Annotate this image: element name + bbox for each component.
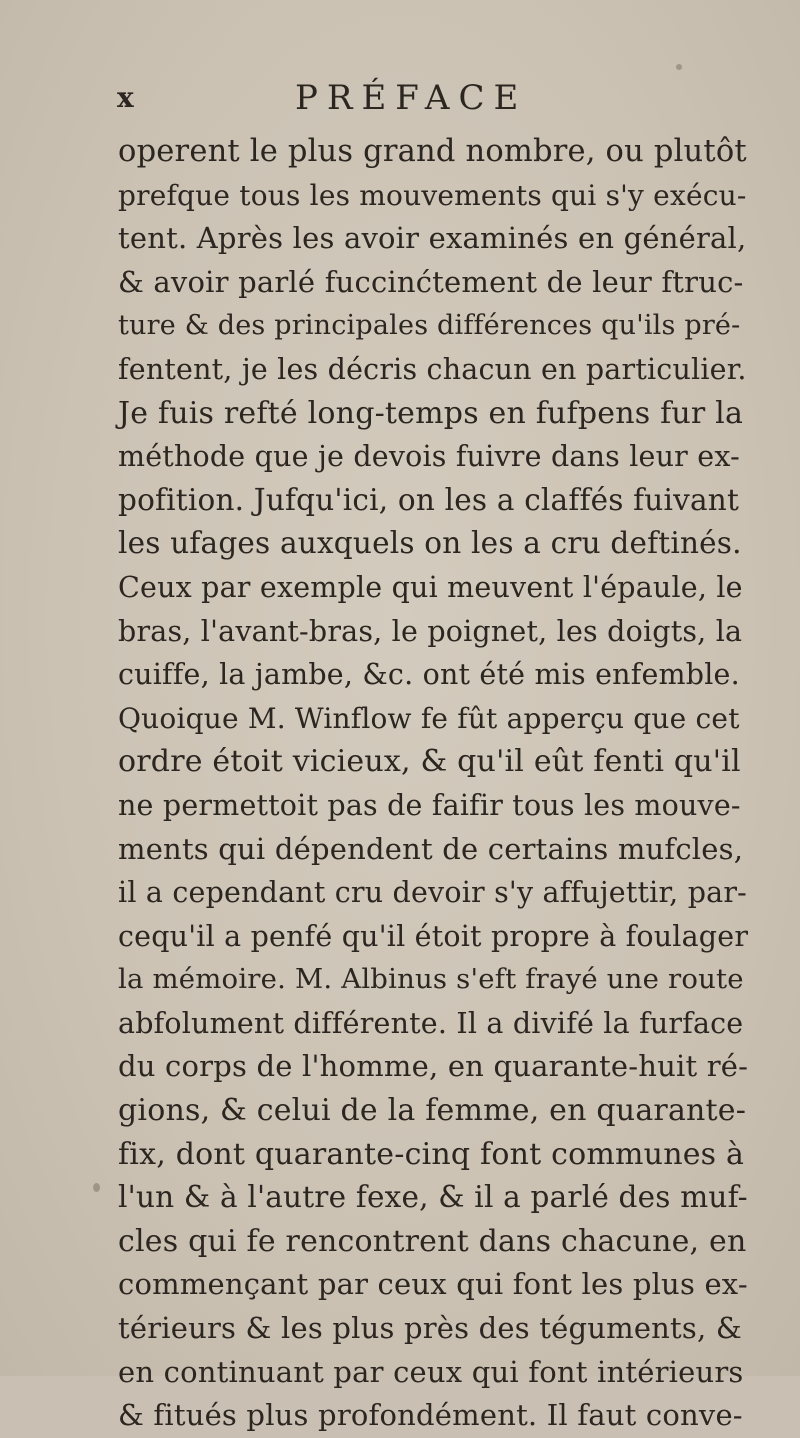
text-line: gions, & celui de la femme, en quarante-	[118, 1093, 747, 1129]
text-line: fentent, je les décris chacun en particulier.	[118, 352, 747, 386]
text-line: il a cependant cru devoir s'y affujettir, par-	[118, 876, 747, 910]
text-line: Quoique M. Winflow fe fût apperçu que cet	[118, 701, 740, 735]
text-line: fix, dont quarante-cinq font communes à	[118, 1136, 745, 1172]
text-line: abfolument différente. Il a divifé la furface	[118, 1006, 744, 1040]
text-line: operent le plus grand nombre, ou plutôt	[118, 134, 747, 169]
text-line: & fitués plus profondément. Il faut conve-	[118, 1398, 743, 1433]
paper-speck	[93, 1183, 100, 1192]
text-line: méthode que je devois fuivre dans leur ex-	[118, 440, 740, 474]
text-line: cuiffe, la jambe, &c. ont été mis enfemble.	[118, 658, 740, 692]
running-head: PRÉFACE	[295, 78, 528, 118]
paper-speck	[676, 64, 682, 70]
text-line: la mémoire. M. Albinus s'eft frayé une route	[118, 963, 744, 996]
text-line: les ufages auxquels on les a cru deftinés.	[118, 526, 742, 561]
body-text	[118, 130, 748, 1438]
text-line: Ceux par exemple qui meuvent l'épaule, le	[118, 570, 743, 604]
text-line: pofition. Jufqu'ici, on les a claffés fuivant	[118, 482, 740, 517]
text-line: ordre étoit vicieux, & qu'il eût fenti qu'il	[118, 744, 741, 780]
page-number: x	[117, 81, 134, 114]
text-line: du corps de l'homme, en quarante-huit ré-	[118, 1049, 749, 1084]
text-line: Je fuis refté long-temps en fufpens fur la	[118, 395, 744, 431]
text-line: ne permettoit pas de faifir tous les mouve-	[118, 788, 741, 822]
text-line: l'un & à l'autre fexe, & il a parlé des muf-	[118, 1180, 748, 1215]
text-line: ture & des principales différences qu'ils pré-	[118, 310, 741, 342]
page-header	[0, 72, 800, 122]
text-line: en continuant par ceux qui font intérieurs	[118, 1354, 744, 1389]
text-line: térieurs & les plus près des téguments, &	[118, 1311, 742, 1346]
text-line: & avoir parlé fuccinćtement de leur ftruc-	[118, 264, 744, 299]
text-line: tent. Après les avoir examinés en général,	[118, 221, 747, 256]
text-line: cles qui fe rencontrent dans chacune, en	[118, 1223, 747, 1259]
text-line: cequ'il a penfé qu'il étoit propre à foulager	[118, 919, 749, 953]
text-line: ments qui dépendent de certains mufcles,	[118, 831, 744, 866]
text-line: bras, l'avant-bras, le poignet, les doigts, la	[118, 614, 743, 648]
text-line: prefque tous les mouvements qui s'y exécu-	[118, 178, 747, 212]
text-line: commençant par ceux qui font les plus ex-	[118, 1267, 748, 1302]
